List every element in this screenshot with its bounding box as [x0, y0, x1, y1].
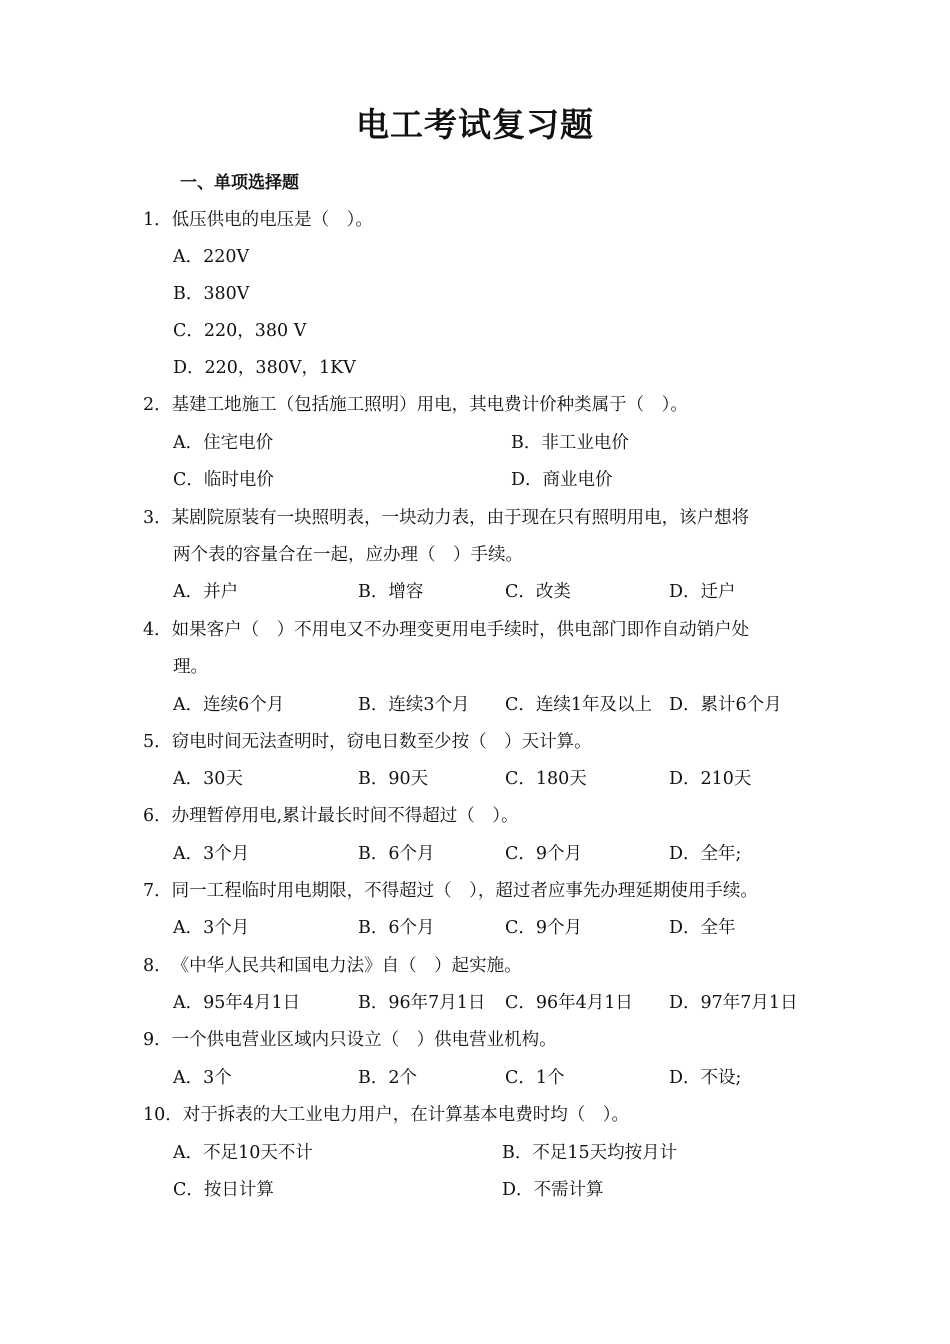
option-d: D．全年;: [669, 844, 742, 864]
option-b: B．非工业电价: [511, 433, 629, 453]
document-title: 电工考试复习题: [356, 105, 594, 144]
question-text: 基建工地施工（包括施工照明）用电，其电费计价种类属于（ ）。: [171, 395, 688, 415]
option-b: B．6个月: [358, 844, 435, 864]
option-b: B．96年7月1日: [358, 993, 486, 1013]
option-d: D．97年7月1日: [669, 993, 798, 1013]
option-a: A．连续6个月: [173, 695, 285, 715]
option-a: A．并户: [173, 582, 239, 602]
option-a: A．住宅电价: [173, 433, 274, 453]
option-b: B．90天: [358, 769, 429, 789]
option-b: B．不足15天均按月计: [502, 1143, 678, 1163]
question-text: 对于拆表的大工业电力用户，在计算基本电费时均（ ）。: [182, 1105, 630, 1125]
option-a: A．不足10天不计: [173, 1143, 313, 1163]
question-number: 1．: [143, 210, 172, 230]
option-c: C．96年4月1日: [505, 993, 633, 1013]
question-text-continued: 理。: [173, 657, 208, 677]
option-a: A．30天: [173, 769, 243, 789]
question-text: 低压供电的电压是（ ）。: [171, 210, 373, 230]
question-text: 办理暂停用电,累计最长时间不得超过（ ）。: [171, 806, 519, 826]
option-c: C．1个: [505, 1068, 565, 1088]
option-d: D．迁户: [669, 582, 736, 602]
option-d: D．不需计算: [502, 1180, 604, 1200]
option-c: C．临时电价: [173, 470, 274, 490]
section-heading: 一、单项选择题: [180, 173, 299, 193]
question-text-continued: 两个表的容量合在一起，应办理（ ）手续。: [173, 545, 523, 565]
option-d: D．商业电价: [511, 470, 613, 490]
question-number: 5．: [143, 732, 172, 752]
question-5: [143, 729, 592, 755]
option-b: B．连续3个月: [358, 695, 470, 715]
option-c: C．连续1年及以上: [505, 695, 653, 715]
question-4: [143, 617, 749, 643]
question-text: 如果客户（ ）不用电又不办理变更用电手续时，供电部门即作自动销户处: [171, 620, 750, 640]
option-c: C．9个月: [505, 844, 583, 864]
option-a: A．220V: [173, 247, 250, 267]
question-number: 6．: [143, 806, 172, 826]
question-3: [143, 505, 749, 531]
option-a: A．95年4月1日: [173, 993, 301, 1013]
option-a: A．3个月: [173, 918, 250, 938]
option-b: B．增容: [358, 582, 424, 602]
option-b: B．380V: [173, 284, 250, 304]
option-c: C．180天: [505, 769, 587, 789]
question-text: 窃电时间无法查明时，窃电日数至少按（ ）天计算。: [171, 732, 592, 752]
question-2: [143, 392, 688, 418]
question-8: [143, 953, 522, 979]
question-number: 9．: [143, 1030, 172, 1050]
option-d: D．全年: [669, 918, 736, 938]
option-a: A．3个: [173, 1068, 232, 1088]
option-b: B．2个: [358, 1068, 417, 1088]
question-text: 同一工程临时用电期限，不得超过（ ），超过者应事先办理延期使用手续。: [171, 881, 758, 901]
question-7: [143, 878, 758, 904]
question-number: 7．: [143, 881, 172, 901]
option-c: C．220，380 V: [173, 321, 307, 341]
question-text: 一个供电营业区域内只设立（ ）供电营业机构。: [171, 1030, 557, 1050]
option-c: C．9个月: [505, 918, 583, 938]
option-c: C．按日计算: [173, 1180, 274, 1200]
question-number: 2．: [143, 395, 172, 415]
option-d: D．累计6个月: [669, 695, 782, 715]
option-d: D．220，380V，1KV: [173, 358, 356, 378]
question-number: 4．: [143, 620, 172, 640]
question-text: 某剧院原装有一块照明表，一块动力表，由于现在只有照明用电，该户想将: [171, 508, 750, 528]
question-1: [143, 207, 373, 233]
question-number: 8．: [143, 956, 172, 976]
option-c: C．改类: [505, 582, 571, 602]
question-6: [143, 803, 518, 829]
question-10: [143, 1102, 629, 1128]
question-number: 3．: [143, 508, 172, 528]
option-b: B．6个月: [358, 918, 435, 938]
option-d: D．不设;: [669, 1068, 742, 1088]
question-text: 《中华人民共和国电力法》自（ ）起实施。: [171, 956, 522, 976]
option-d: D．210天: [669, 769, 752, 789]
question-9: [143, 1027, 557, 1053]
question-number: 10．: [143, 1105, 183, 1125]
option-a: A．3个月: [173, 844, 250, 864]
